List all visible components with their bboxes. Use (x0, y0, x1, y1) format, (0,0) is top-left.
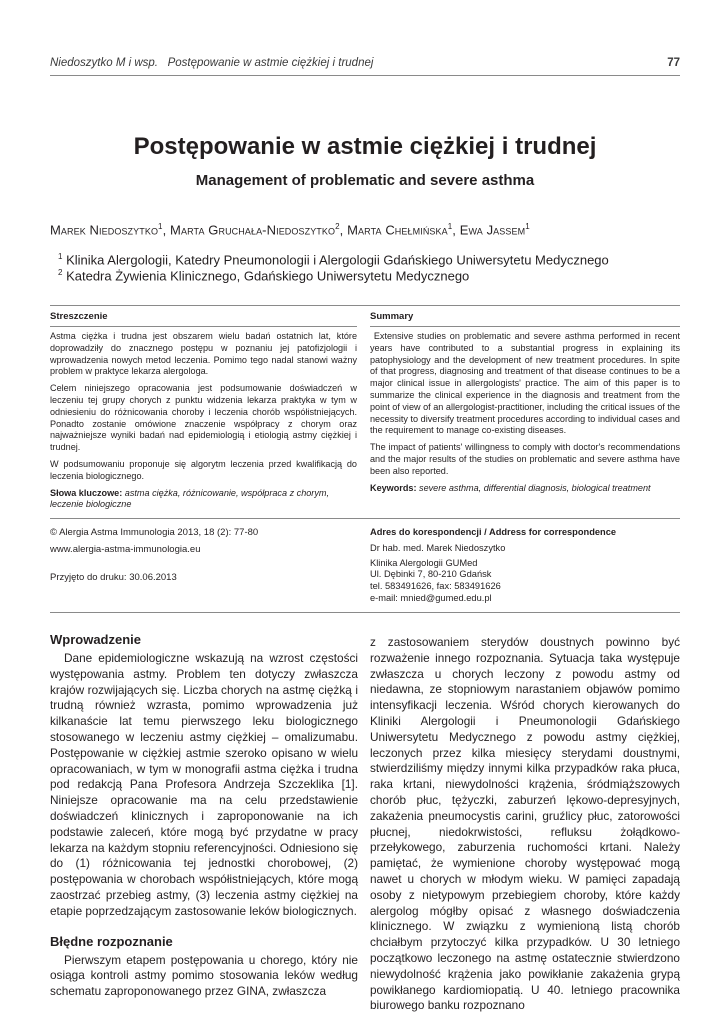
affiliation (58, 252, 688, 267)
abstract-bottom-rule (50, 518, 680, 519)
author: Marta Gruchała-Niedoszytko (170, 222, 336, 238)
affiliation-sup: 2 (58, 268, 63, 277)
streszczenie-heading: Streszczenie (50, 311, 108, 322)
summary-heading: Summary (370, 311, 414, 322)
running-title: Niedoszytko M i wsp. Postępowanie w astmie ciężkiej i trudnej (50, 57, 374, 69)
author-sup: 2 (335, 222, 340, 231)
author: Ewa Jassem (459, 222, 526, 238)
author-list: Marek Niedoszytko$^1$, Marta Gruchała-Niedoszytko$^2$, Marta Chełmińska$^1$, Ewa Jassem$^1$ (50, 222, 530, 238)
journal-website[interactable]: www.alergia-astma-immunologia.eu (50, 544, 201, 555)
correspondence-line: Dr hab. med. Marek Niedoszytko (370, 542, 506, 553)
body-paragraph: z zastosowaniem sterydów doustnych powinno być rozważenie innego rozpoznania. Sytuacja taka występuje zwłaszcza u chorych leczony z powodu astmy od niedawna, ze stopniowym narastaniem objawów pomimo intensyfikacji leczenia. Wśród chorych kierowanych do Kliniki Alergologii i Pneumonologii Gdańskiego Uniwersytetu Medycznego z powodu astmy ciężkiej, leczonych przez kilka miesięcy sterydami doustnymi, stwierdziliśmy między innymi kilka przypadków raka płuca, raka krtani, niewydolności krążenia, śródmiąższowych chorób płuc, tężyczki, zaburzeń lękowo-depresyjnych, zakażenia pneumocystis carini, gruźlicy płuc, zatorowości płucnej, niedokrwistości, refluksu żołądkowo-przełykowego, zaburzenia ruchomości krtani. Należy pamiętać, że wymienione choroby występować mogą nawet u chorych w młodym wieku. W pamięci zapadają osoby z nietypowym przebiegiem choroby, które każdy alergolog mógłby opisać z własnego doświadczenia klinicznego. W związku z wymienioną listą chorób chciałbym przytoczyć kilka przypadków. U 30 letniego początkowo leczonego na astmę ostatecznie stwierdzono niewydolność krążenia jako powikłanie zakażenia grypą powikłanego kardiomiopatią. U 40. letniego pracownika biurowego banku rozpoznano (370, 635, 680, 1013)
streszczenie-body (50, 331, 357, 511)
page-number: 77 (667, 57, 680, 69)
author: Marta Chełmińska (347, 222, 448, 238)
affiliation-sup: 1 (58, 252, 63, 261)
abstract-paragraph: The impact of patients' willingness to comply with doctor's recommendations and the major results of the studies on problematic and severe asthma have been also reported. (370, 442, 680, 476)
body-paragraph: Dane epidemiologiczne wskazują na wzrost częstości występowania astmy. Problem ten dotyczy zwłaszcza krajów rozwijających się. Liczba chorych na astmę ciężką i trudną również wzrasta, pomimo wprowadzenia już kilkanaście lat temu pierwszego leku biologicznego stosowanego w leczeniu astmy ciężkiej – omalizumabu. Postępowanie w ciężkiej astmie szeroko opisano w wielu opracowaniach, w tym w monografii astma ciężka i trudna pod redakcją Pana Profesora Andrzeja Szczeklika [1]. Niniejsze opracowanie ma na celu przedstawienie doświadczeń klinicznych i zaproponowanie na ich podstawie zaleceń, które mogą być przydatne w pracy lekarza na każdym stopniu referencyjności. Odniesiono się do (1) różnicowania tej jednostki chorobowej, (2) postępowania w chorobach współistniejących, które mogą zaostrzać przebieg astmy, (3) leczenia astmy ciężkiej na etapie poprzedzającym zastosowanie leków biologicznych. (50, 651, 358, 918)
body-paragraph: Pierwszym etapem postępowania u chorego, który nie osiąga kontroli astmy pomimo stosowania leków według schematu zaproponowanego przez GINA, zwłaszcza (50, 952, 358, 999)
correspondence-line: Klinika Alergologii GUMed (370, 557, 478, 568)
accepted-date: Przyjęto do druku: 30.06.2013 (50, 572, 177, 583)
running-header (50, 57, 680, 69)
article-subtitle: Management of problematic and severe asthma (195, 172, 535, 189)
streszczenie-section (50, 311, 357, 516)
author-sup: 1 (525, 222, 530, 231)
correspondence-email[interactable]: e-mail: mnied@gumed.edu.pl (370, 592, 492, 603)
summary-rule (370, 326, 680, 327)
affiliation-text: Katedra Żywienia Klinicznego, Gdańskiego Uniwersytetu Medycznego (66, 268, 470, 284)
author-sup: 1 (158, 222, 163, 231)
abstract-top-rule (50, 305, 680, 306)
keywords-label: Słowa kluczowe: (50, 487, 123, 498)
body-right-column (370, 635, 680, 1014)
abstract-paragraph: W podsumowaniu proponuje się algorytm leczenia przed kwalifikacją do leczenia biologicznego. (50, 458, 357, 481)
affiliation (58, 268, 688, 283)
copyright-line: © Alergia Astma Immunologia 2013, 18 (2): 77-80 (50, 527, 259, 538)
keywords-line (370, 483, 680, 495)
meta-bottom-rule (50, 612, 680, 613)
abstract-paragraph: Astma ciężka i trudna jest obszarem wielu badań ostatnich lat, które doprowadziły do znacznego postępu w poznaniu jej patofizjologii i wprowadzenia nowych metod leczenia. Pomimo tego nadal stanowi ważny problem w praktyce lekarza alergologa. (50, 331, 357, 377)
section-heading-diagnosis: Błędne rozpoznanie (50, 933, 173, 949)
keywords-label: Keywords: (370, 482, 417, 493)
article-title: Postępowanie w astmie ciężkiej i trudnej (133, 133, 597, 160)
keywords-text: severe asthma, differential diagnosis, biological treatment (419, 482, 651, 493)
abstract-paragraph: Extensive studies on problematic and severe asthma performed in recent years have contributed to a substantial progress in explaining its patophysiology and the development of new treatment procedures. In spite of that progress, diagnosing and treatment of that disease continues to be a major clinical issue in allergologists' practice. The aim of this paper is to summarize the clinical experience in the diagnosis and treatment from the point of view of an allergologist-practitioner, including the critical issues of the necessity to diversify treatment procedures according to individual cases and the requirement to manage co-existing diseases. (370, 331, 683, 436)
summary-section (370, 311, 683, 499)
diagnosis-text (50, 953, 358, 1000)
keywords-line (50, 488, 357, 512)
streszczenie-rule (50, 326, 357, 327)
author-sup: 1 (447, 222, 453, 231)
correspondence-block (370, 527, 680, 605)
keywords-text: astma ciężka, różnicowanie, współpraca z chorym, leczenie biologiczne (50, 487, 329, 510)
author: Marek Niedoszytko (50, 222, 159, 238)
header-rule (50, 75, 680, 76)
body-left-column (50, 632, 358, 1000)
abstract-paragraph: Celem niniejszego opracowania jest podsumowanie doświadczeń w leczeniu tej grupy chorych z punktu widzenia lekarza praktyka w tym w odniesieniu do różnicowania choroby i leczenia chorób współistniejących. Ponadto zostanie omówione znaczenie współpracy z chorym oraz najważniejsze wyniki badań nad epidemiologią i etiologią astmy ciężkiej i trudnej. (50, 383, 357, 453)
correspondence-line: Ul. Dębinki 7, 80-210 Gdańsk (370, 569, 492, 580)
correspondence-line: tel. 583491626, fax: 583491626 (370, 581, 501, 592)
correspondence-heading: Adres do korespondencji / Address for correspondence (370, 527, 617, 537)
journal-meta (50, 527, 350, 584)
affiliation-text: Klinika Alergologii, Katedry Pneumonologii i Alergologii Gdańskiego Uniwersytetu Medycznego (66, 252, 609, 268)
section-heading-intro: Wprowadzenie (50, 632, 142, 647)
summary-body (370, 331, 683, 494)
intro-text (50, 651, 358, 920)
